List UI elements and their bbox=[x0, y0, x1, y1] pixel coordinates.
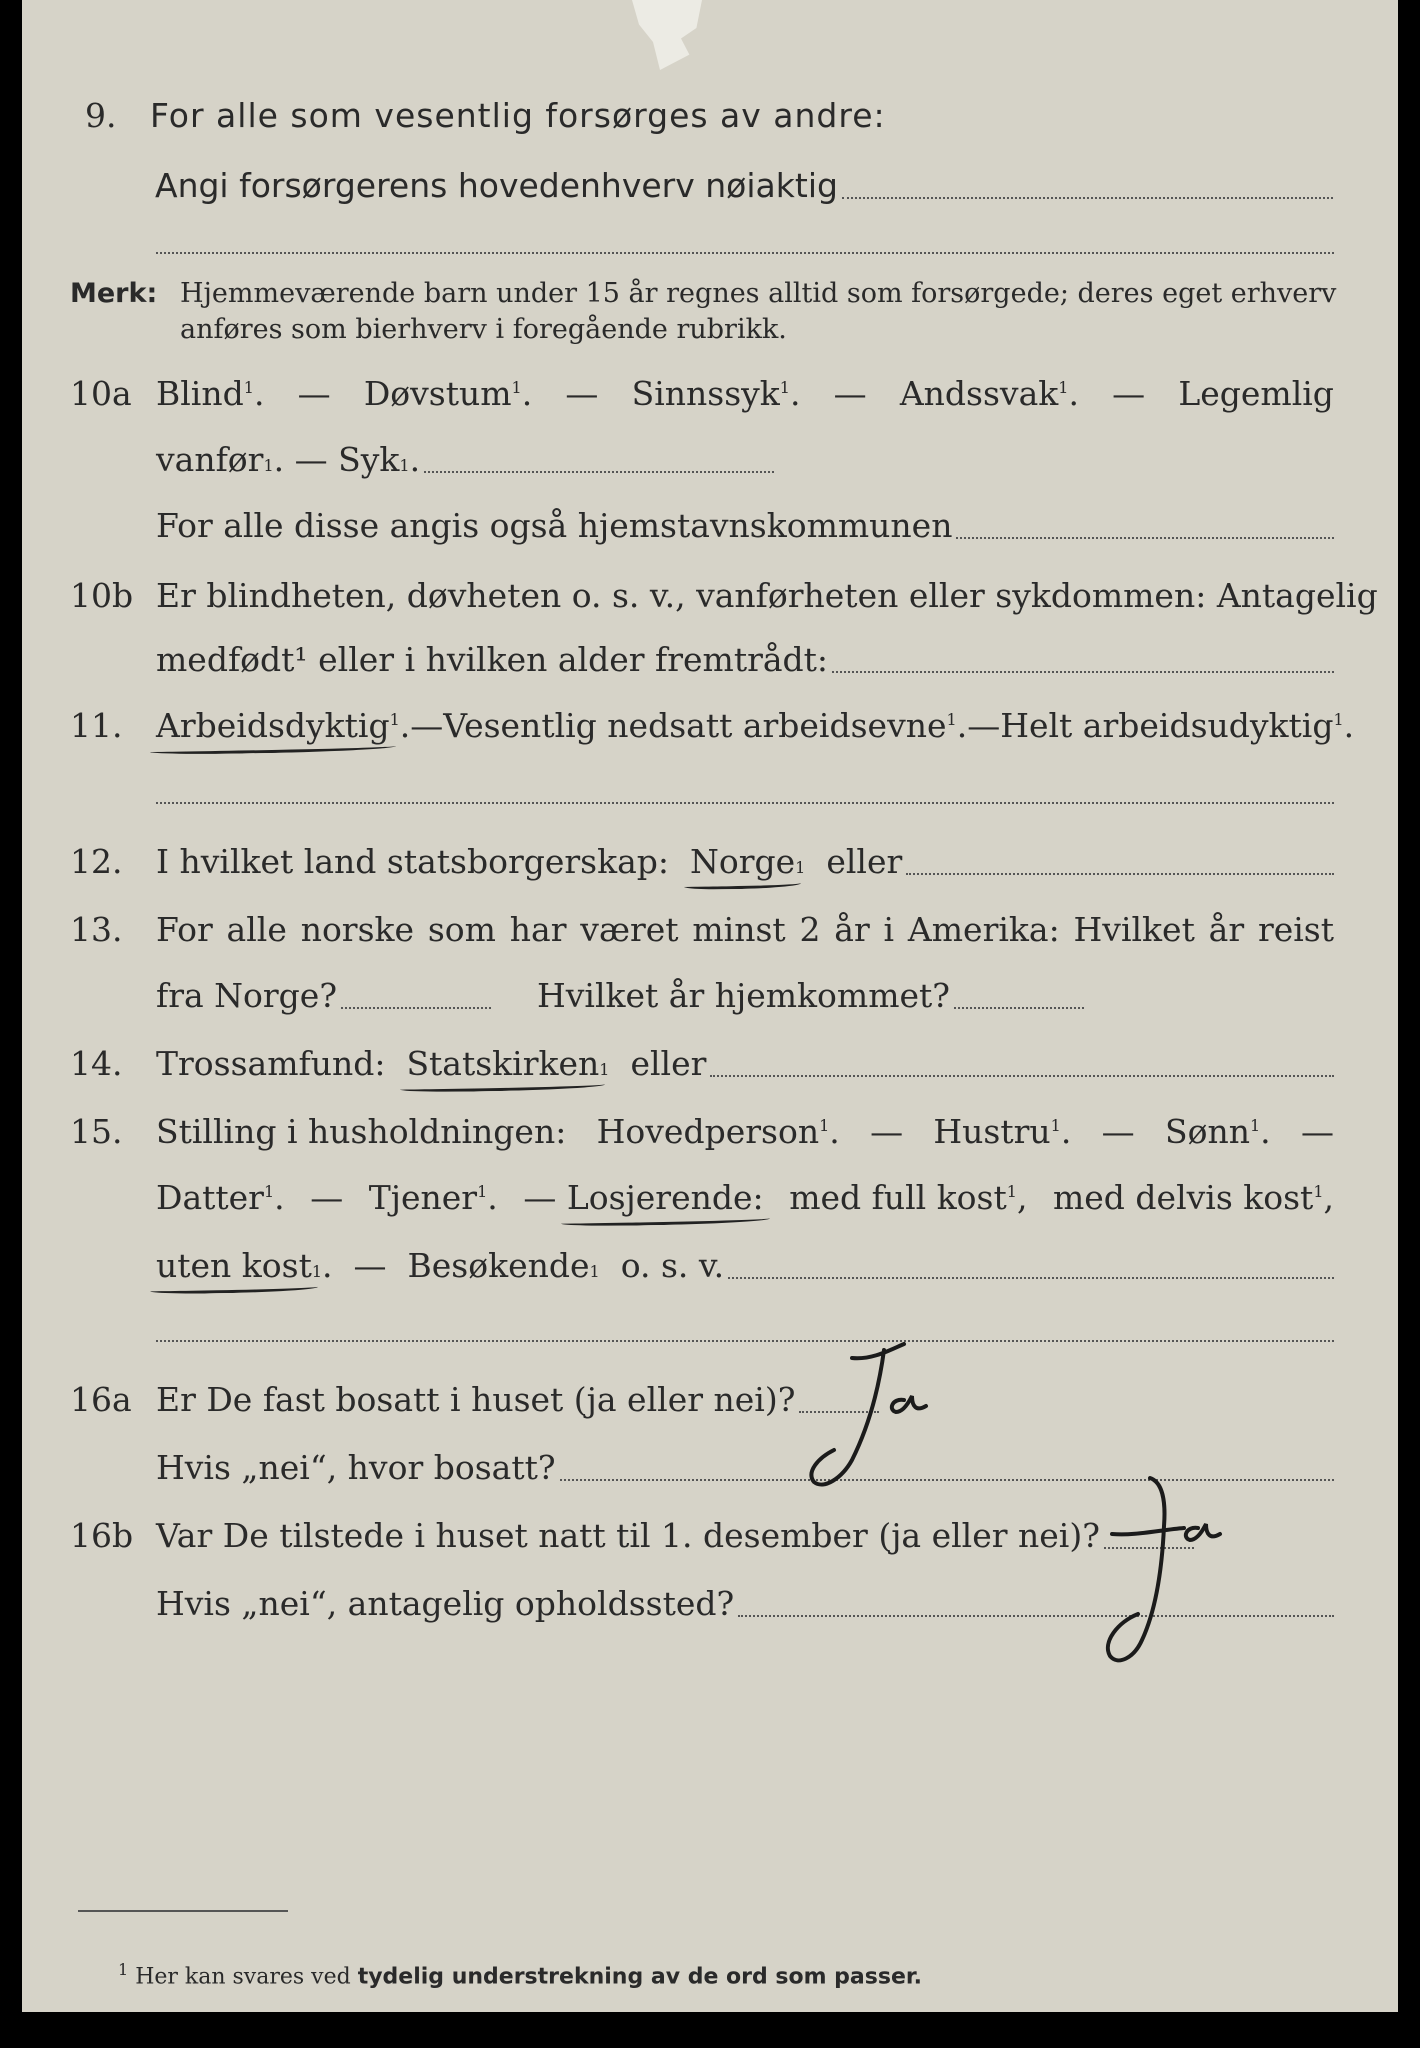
footnote bbox=[118, 1960, 922, 1989]
q16b-line1: Var De tilstede i huset natt til 1. desember (ja eller nei)? bbox=[156, 1516, 1198, 1555]
q15-answer-underlined: Losjerende: bbox=[566, 1178, 764, 1217]
q10a-line2: vanfør 1 . — Syk 1 . bbox=[156, 440, 778, 479]
rule bbox=[156, 802, 1334, 804]
rule bbox=[156, 252, 1334, 254]
census-form-page bbox=[22, 0, 1398, 2012]
q16b-handwritten-answer bbox=[1052, 1470, 1292, 1670]
q12-number: 12. bbox=[70, 842, 123, 881]
q10b-line2: medfødt¹ eller i hvilken alder fremtrådt: bbox=[156, 640, 1334, 679]
q9-text: For alle som vesentlig forsørges av andre: bbox=[150, 96, 886, 135]
footnote-text-b: tydelig understrekning av de ord som passer. bbox=[357, 1964, 922, 1990]
q9-line2 bbox=[155, 166, 1333, 205]
q15-number: 15. bbox=[70, 1112, 123, 1151]
rule bbox=[156, 1340, 1334, 1342]
q10a-line1: Blind$^1$. — Døvstum$^1$. — Sinnssyk$^1$. — Andssvak$^1$. — Legemlig bbox=[156, 374, 1334, 413]
q13-line2: fra Norge? Hvilket år hjemkommet? bbox=[156, 976, 1088, 1015]
q16a-number: 16a bbox=[70, 1380, 132, 1419]
q11-number: 11. bbox=[70, 706, 123, 745]
q9-line2-label: Angi forsørgerens hovedenhverv nøiaktig bbox=[155, 166, 838, 205]
q10a-line3: For alle disse angis også hjemstavnskommunen bbox=[156, 506, 1334, 545]
footnote-text-a: Her kan svares ved bbox=[135, 1964, 351, 1990]
q10b-number: 10b bbox=[70, 576, 134, 615]
q16a-line2: Hvis „nei“, hvor bosatt? bbox=[156, 1448, 1334, 1487]
q11-line: Arbeidsdyktig$^1$. — Vesentlig nedsatt arbeidsevne$^1$. — Helt arbeidsudyktig$^1$. bbox=[156, 706, 1355, 745]
q14-answer-underlined: Statskirken bbox=[406, 1044, 600, 1083]
footnote-mark: 1 bbox=[118, 1960, 129, 1979]
merk-line1: Hjemmeværende barn under 15 år regnes alltid som forsørgede; deres eget erhverv bbox=[180, 278, 1337, 309]
q13-number: 13. bbox=[70, 910, 123, 949]
q16b-line2: Hvis „nei“, antagelig opholdssted? bbox=[156, 1584, 1334, 1623]
footnote-rule bbox=[78, 1910, 288, 1912]
q15-line1: Stilling i husholdningen: Hovedperson$^1$. — Hustru$^1$. — Sønn$^1$. — bbox=[156, 1112, 1334, 1151]
merk-label: Merk: bbox=[70, 278, 158, 309]
q10b-line1: Er blindheten, døvheten o. s. v., vanførheten eller sykdommen: Antagelig bbox=[156, 576, 1378, 615]
q16a-handwritten-answer bbox=[792, 1340, 992, 1500]
q16b-number: 16b bbox=[70, 1516, 134, 1555]
q9-number: 9. bbox=[85, 96, 117, 135]
q15-line2: Datter$^1$. — Tjener$^1$. — Losjerende: med full kost$^1$, med delvis kost$^1$, bbox=[156, 1178, 1334, 1217]
q12-answer-underlined: Norge bbox=[690, 842, 796, 881]
q16a-line1: Er De fast bosatt i huset (ja eller nei)? bbox=[156, 1380, 883, 1419]
q12-line: I hvilket land statsborgerskap: Norge 1 eller bbox=[156, 842, 1334, 881]
q11-answer-underlined: Arbeidsdyktig bbox=[156, 706, 390, 745]
merk-line2: anføres som bierhverv i foregående rubrikk. bbox=[180, 314, 787, 345]
torn-corner bbox=[632, 0, 702, 70]
q13-line1: For alle norske som har været minst 2 år i Amerika: Hvilket år reist bbox=[156, 910, 1334, 949]
q15-answer2-underlined: uten kost bbox=[156, 1246, 312, 1285]
q14-number: 14. bbox=[70, 1044, 123, 1083]
q15-line3: uten kost 1 . — Besøkende 1 o. s. v. bbox=[156, 1246, 1334, 1285]
q10a-number: 10a bbox=[70, 374, 132, 413]
q14-line: Trossamfund: Statskirken 1 eller bbox=[156, 1044, 1334, 1083]
